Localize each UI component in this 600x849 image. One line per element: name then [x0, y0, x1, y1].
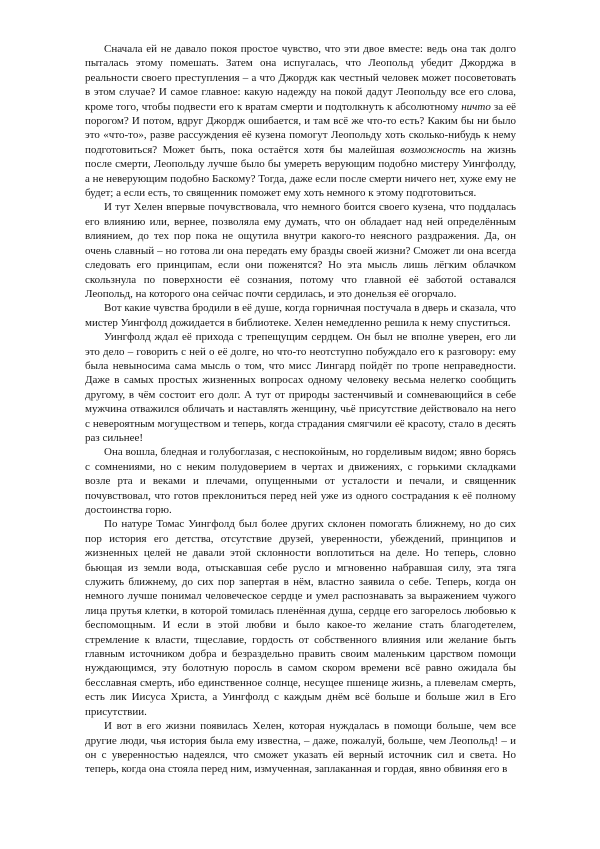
italic-text-segment: ничто [461, 100, 491, 113]
paragraph [85, 330, 516, 445]
text-segment: Она вошла, бледная и голубоглазая, с неспокойным, но горделивым видом; явно борясь с сомнениями, но с неким полудоверием в чертах и движениях, с горькими складками возле рта и веками и плечами, опущенными от усталости и печали, и священник почувствовал, что готов преклониться перед ней уже из одного сострадания к её полному достоинства горю. [85, 446, 516, 516]
italic-text-segment: возможность [400, 143, 466, 156]
paragraph [85, 719, 516, 777]
text-segment: Вот какие чувства бродили в её душе, когда горничная постучала в дверь и сказала, что мистер Уингфолд дожидается в библиотеке. Хелен немедленно решила к нему спуститься. [85, 302, 516, 329]
text-segment: за её порогом? И потом, вдруг Джордж ошибается, и там всё же что-то есть? Каким бы ни было это «что-то», разве рассуждения её кузена помогут Леопольду хоть сколько-нибудь к нему подготовиться? Может быть, пока остаётся хотя бы малейшая [85, 100, 516, 156]
paragraph [85, 517, 516, 719]
text-segment: Уингфолд ждал её прихода с трепещущим сердцем. Он был не вполне уверен, его ли это дело – говорить с ней о её долге, но что-то неотступно побуждало его к разговору: ему была невыносима сама мысль о том, что мисс Лингард пойдёт по тропе неправедности. Даже в самых простых жизненных вопросах одному человеку весьма нелегко сообщить другому, в чём состоит его долг. А тут от природы застенчивый и сомневающийся в себе мужчина отважился обличать и наставлять женщину, чьё присутствие действовало на него с невероятным могуществом и теперь, когда страдания смягчили её красоту, стало в десять раз сильнее! [85, 331, 516, 444]
text-segment: И тут Хелен впервые почувствовала, что немного боится своего кузена, что поддалась его влиянию или, вернее, позволяла ему думать, что он обладает над ней определённым влиянием, до тех пор пока не ощутила внутри какого-то неясного раздражения. Да, он очень славный – но готова ли она передать ему бразды своей жизни? Сможет ли она всегда следовать его принципам, если они поженятся? Но эта мысль лишь лёгким облачком скользнула по поверхности её сознания, потому что главной её заботой оставался Леопольд, на которого она сейчас почти сердилась, и это донельзя её огорчало. [85, 201, 516, 300]
text-segment: на жизнь после смерти, Леопольду лучше было бы умереть верующим подобно мистеру Уингфолду, а не неверующим подобно Баскому? Тогда, даже если после смерти ничего нет, хуже ему не будет; а если есть, то священник поможет ему хоть немного к этому подготовиться. [85, 143, 516, 200]
paragraph [85, 200, 516, 301]
text-segment: По натуре Томас Уингфолд был более других склонен помогать ближнему, но до сих пор история его детства, отсутствие друзей, уверенности, убеждений, принципов и жизненных целей не давали этой склонности воплотиться на деле. Но теперь, словно бьющая из земли вода, отыскавшая себе русло и мгновенно набравшая силу, эта тяга служить ближнему, до сих пор запертая в нём, властно заявила о себе. Теперь, когда он немного лучше понимал человеческое сердце и умел распознавать за выражением чужого лица прутья клетки, в которой томилась пленённая душа, сердце его загорелось любовью к беспомощным. И если в этой любви и было какое-то желание стать благодетелем, стремление к власти, тщеславие, гордость от собственного влияния или желание быть главным источником добра и безраздельно править своим маленьким царством помощи нуждающимся, эту болотную поросль в самом скором времени всё равно ожидала бы бесславная смерть, ибо единственное солнце, несущее пшенице жизнь, а плевелам смерть, есть лик Иисуса Христа, а Уингфолд с каждым днём всё больше и больше жил в Его присутствии. [85, 518, 516, 718]
text-block [85, 42, 516, 777]
paragraph [85, 301, 516, 330]
paragraph [85, 42, 516, 200]
paragraph [85, 445, 516, 517]
text-segment: И вот в его жизни появилась Хелен, которая нуждалась в помощи больше, чем все другие люди, чья история была ему известна, – даже, пожалуй, больше, чем Леопольд! – и он с уверенностью надеялся, что сможет указать ей верный источник сил и света. Но теперь, когда она стояла перед ним, измученная, заплаканная и гордая, явно обвиняя его в [85, 720, 516, 776]
text-segment: Сначала ей не давало покоя простое чувство, что эти двое вместе: ведь она так долго пыталась этому помешать. Затем она испугалась, что Леопольд убедит Джорджа в реальности своего преступления – а что Джордж как честный человек может посоветовать в этом случае? И самое главное: какую надежду на покой дадут Леопольду все его слова, кроме того, чтобы подвести его к вратам смерти и подтолкнуть к абсолютному [85, 43, 516, 113]
